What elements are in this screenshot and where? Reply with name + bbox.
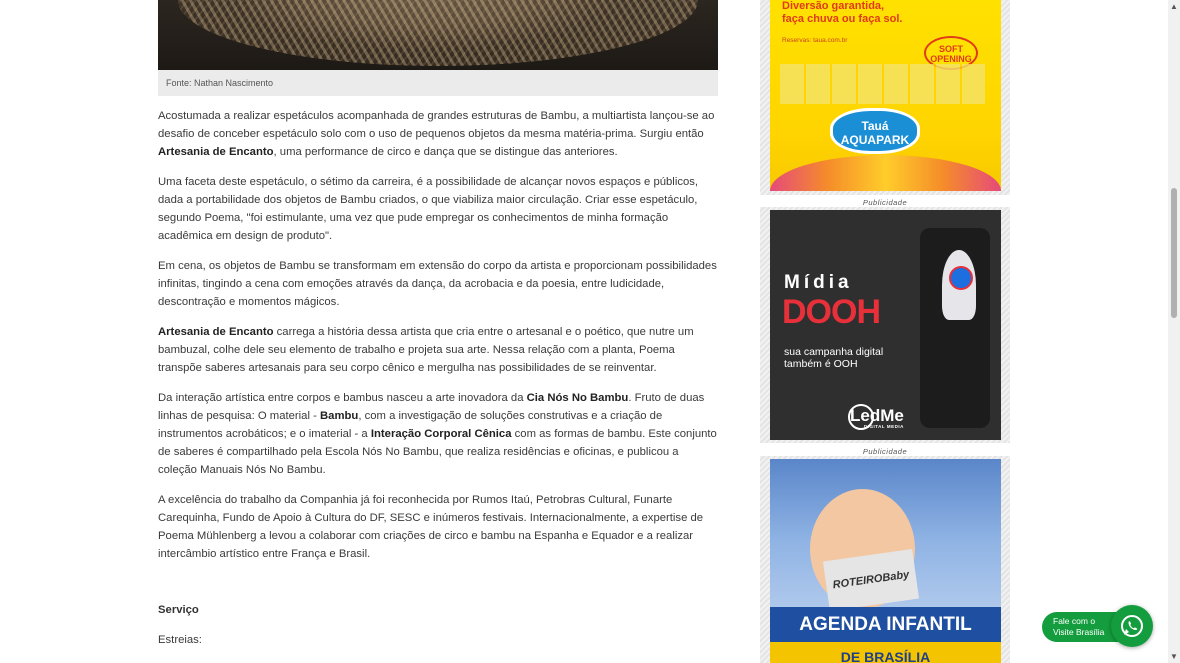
text-run: carrega a história dessa artista que cria entre o artesanal e o poético, que nutre um bambuzal, colhe dele seu elemento de trabalho e projeta sua arte. Nessa relação com a planta, Poema transpõe saberes artesanais para seu corpo cênico e mergulha nas possibilidades de se reinventar.: [158, 326, 694, 374]
ad1-soft-opening-badge: SOFT OPENING: [924, 36, 978, 70]
ad1-waterslide-graphic: [770, 155, 1001, 191]
estreias-label: Estreias:: [158, 634, 202, 646]
whatsapp-chat-label[interactable]: Fale com o Visite Brasília: [1042, 612, 1142, 642]
text-run: Em cena, os objetos de Bambu se transformam em extensão do corpo da artista e proporcionam possibilidades infinitas, tingindo a cena com emoções através da dança, da acrobacia e da poesia, entre ludicidade, descontração e momentos mágicos.: [158, 260, 717, 308]
ad-label-publicidade: Publicidade: [862, 198, 908, 207]
text-run: Da interação artística entre corpos e bambus nasceu a arte inovadora da: [158, 392, 527, 404]
text-run: , com a investigação de soluções construtivas e a criação de instrumentos acrobáticos; e o imaterial - a: [158, 410, 663, 440]
ad2-midia-word: Mídia: [784, 272, 853, 293]
scroll-down-icon[interactable]: ▼: [1170, 652, 1178, 661]
rocket-icon: [942, 250, 976, 320]
ad2-subtitle: sua campanha digital também é OOH: [784, 346, 884, 370]
paragraph-5: [158, 389, 718, 479]
ad2-dooh-word: DOOH: [782, 293, 880, 331]
paragraph-1: [158, 107, 718, 161]
paragraph-6: [158, 491, 718, 563]
ad1-headline: Diversão garantida, faça chuva ou faça sol.: [782, 0, 903, 25]
ad1-calendar-graphic: [780, 64, 985, 104]
bold-term: Artesania de Encanto: [158, 326, 274, 338]
ad3-band-1: AGENDA INFANTIL: [770, 607, 1001, 642]
bold-term: Artesania de Encanto: [158, 146, 274, 158]
bold-term: Bambu: [320, 410, 359, 422]
text-run: , uma performance de circo e dança que se distingue das anteriores.: [273, 146, 618, 158]
bold-term: Interação Corporal Cênica: [370, 428, 512, 440]
scrollbar-thumb[interactable]: [1171, 188, 1177, 318]
ad1-aquapark-logo: Tauá AQUAPARK: [830, 108, 920, 154]
whatsapp-icon: [1119, 613, 1145, 639]
article-body: [158, 0, 718, 646]
text-run: com as formas de bambu. Este conjunto de saberes é compartilhado pela Escola Nós No Bambu, que realiza residências e oficinas, e publicou a coleção Manuais Nós No Bambu.: [158, 428, 717, 476]
servico-heading: Serviço: [158, 604, 199, 616]
article-photo: [158, 0, 718, 70]
paragraph-4: [158, 323, 718, 377]
ad-label-publicidade-2: Publicidade: [862, 447, 908, 456]
ad3-band-2: DE BRASÍLIA: [770, 642, 1001, 663]
ad-tauá-aquapark[interactable]: [770, 0, 1001, 191]
text-run: A excelência do trabalho da Companhia já foi reconhecida por Rumos Itaú, Petrobras Cultural, Funarte Carequinha, Fundo de Apoio à Cultura do DF, SESC e inúmeros festivais. Internacionalmente, a expertise de Poema Mühlenberg a levou a colaborar com criações de circo e bambu na Espanha e Equador e a realizar intercâmbio artístico entre França e Brasil.: [158, 494, 704, 560]
ad3-sign: ROTEIROBaby: [823, 549, 919, 611]
bold-term: Cia Nós No Bambu: [526, 392, 629, 404]
text-run: . Fruto de duas linhas de pesquisa: O material -: [158, 392, 705, 422]
page-scrollbar[interactable]: [1168, 0, 1180, 663]
ad-roteiro-baby[interactable]: [770, 459, 1001, 663]
paragraph-2: [158, 173, 718, 245]
ad2-brand: LedMe DIGITAL MEDIA: [850, 406, 904, 429]
whatsapp-button[interactable]: [1111, 605, 1153, 647]
photo-caption: Fonte: Nathan Nascimento: [158, 70, 718, 96]
ad-ledme-dooh[interactable]: [770, 210, 1001, 440]
text-run: Uma faceta deste espetáculo, o sétimo da carreira, é a possibilidade de alcançar novos espaços e públicos, dada a portabilidade dos objetos de Bambu criados, o que viabiliza maior circulação. Criar esse espetáculo, segundo Poema, "foi estimulante, uma vez que pude empregar os conhecimentos de minha formação acadêmica em design de produto".: [158, 176, 699, 242]
ad1-reservas: Reservas: taua.com.br: [782, 37, 848, 44]
text-run: Acostumada a realizar espetáculos acompanhada de grandes estruturas de Bambu, a multiartista lançou-se ao desafio de conceber espetáculo solo com o uso de pequenos objetos da mesma matéria-prima. Surgiu então: [158, 110, 715, 140]
scroll-up-icon[interactable]: ▲: [1170, 2, 1178, 11]
paragraph-3: [158, 257, 718, 311]
